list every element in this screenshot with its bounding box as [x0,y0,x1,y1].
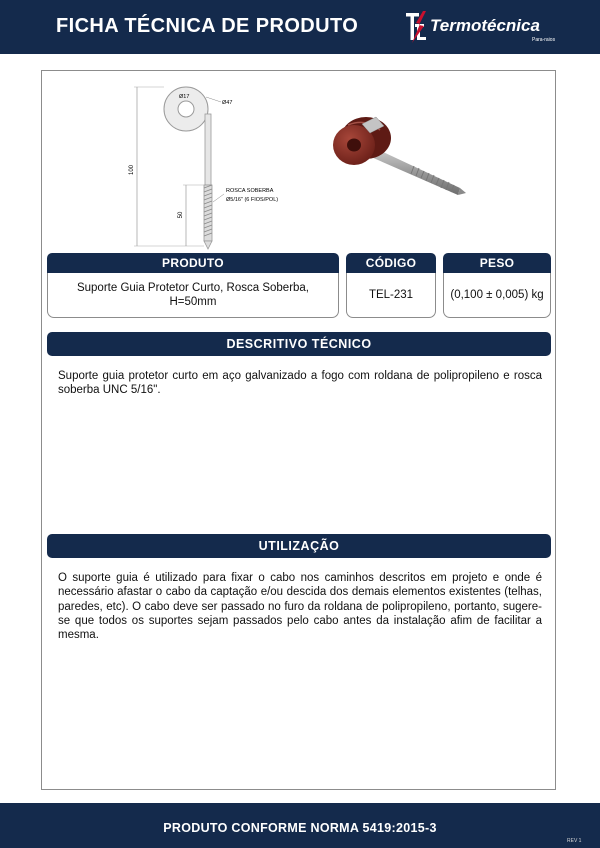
header-codigo: CÓDIGO [346,253,436,273]
roller-hole [178,101,194,117]
page-footer [0,803,600,848]
brand-name: Termotécnica [430,16,540,35]
product-photo [318,108,478,208]
dimension-inner-diameter: Ø17 [179,94,190,100]
thread-label: ROSCA SOBERBA [226,188,274,194]
thread-spec: Ø5/16" (6 FIOS/POL) [226,197,279,203]
product-weight-cell [443,273,551,318]
dimension-thread-length: 50 [178,211,184,219]
brand-tagline: Para-raios [532,37,556,43]
screw-tip [204,241,212,249]
norma-statement: PRODUTO CONFORME NORMA 5419:2015-3 [163,821,437,835]
descritivo-text: Suporte guia protetor curto em aço galvanizado a fogo com roldana de polipropileno e rosca soberba UNC 5/16". [58,370,542,397]
section-utilizacao-title: UTILIZAÇÃO [47,534,551,558]
technical-drawing [120,84,310,254]
utilizacao-text: O suporte guia é utilizado para fixar o cabo nos caminhos descritos em projeto e onde é necessário afastar o cabo da captação e/ou descida dos demais elementos existentes (telhas, paredes, etc). O cabo deve ser passado no furo da roldana de polipropileno, portanto, sugere-se que todos os suportes sejam passados pelo cabo antes da instalação afim de facilitar a mesma. [58,572,542,642]
dimension-total-height: 100 [129,164,135,176]
shank [205,114,211,185]
header-produto: PRODUTO [47,253,339,273]
header-peso: PESO [443,253,551,273]
page-title: FICHA TÉCNICA DE PRODUTO [56,15,359,37]
section-descritivo-title: DESCRITIVO TÉCNICO [47,332,551,356]
termotecnica-logo-icon [404,10,428,44]
product-code-cell [346,273,436,318]
product-code: TEL-231 [368,289,414,301]
roller-hole [347,139,361,152]
dimension-outer-diameter: Ø47 [222,100,233,106]
revision-label: REV 1 [567,838,582,844]
product-weight: (0,100 ± 0,005) kg [450,289,544,301]
product-name: Suporte Guia Protetor Curto, Rosca Soberba, H=50mm [76,282,310,308]
product-name-cell [47,273,339,318]
page-header [0,0,600,54]
